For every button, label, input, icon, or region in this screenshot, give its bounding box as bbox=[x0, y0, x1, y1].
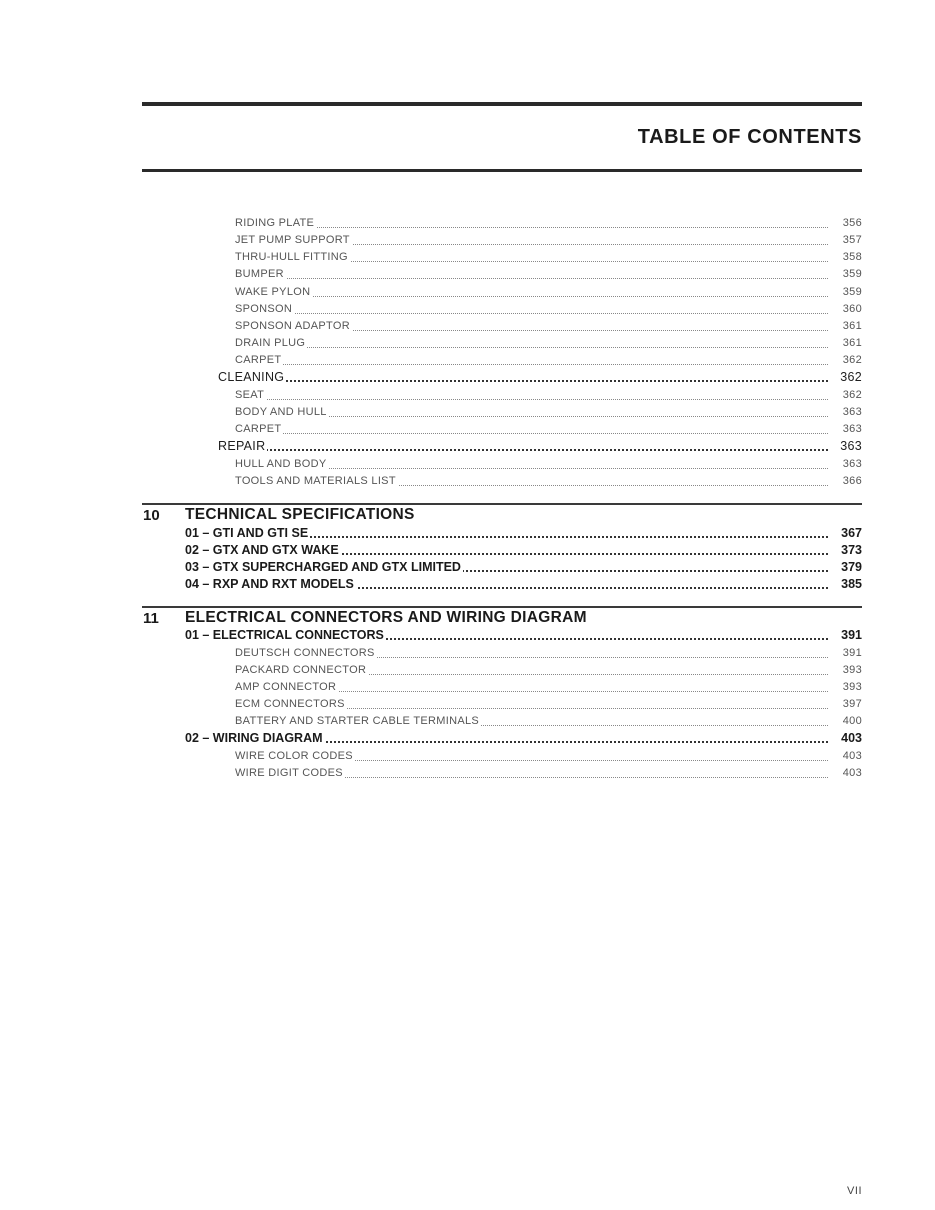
toc-entry-label: BUMPER bbox=[235, 268, 284, 280]
toc-entry-page: 403 bbox=[830, 748, 862, 765]
toc-entry[interactable] bbox=[235, 232, 862, 249]
toc-entry-page: 373 bbox=[830, 542, 862, 559]
toc-entry-label: REPAIR bbox=[218, 439, 266, 453]
toc-entry-page: 391 bbox=[830, 645, 862, 662]
toc-entry[interactable] bbox=[235, 696, 862, 713]
toc-entry-page: 393 bbox=[830, 679, 862, 696]
toc-entry[interactable] bbox=[235, 215, 862, 232]
toc-section-entry[interactable] bbox=[218, 438, 862, 455]
toc-entry[interactable] bbox=[235, 266, 862, 283]
toc-entry-page: 363 bbox=[830, 421, 862, 438]
toc-subsection-entry[interactable] bbox=[185, 576, 862, 593]
toc-entry-page: 367 bbox=[830, 525, 862, 542]
toc-entry[interactable] bbox=[235, 473, 862, 490]
toc-entry-label: WIRE DIGIT CODES bbox=[235, 767, 343, 779]
toc-entry[interactable] bbox=[235, 456, 862, 473]
toc-entry-label: ECM CONNECTORS bbox=[235, 698, 345, 710]
toc-entry-page: 360 bbox=[830, 301, 862, 318]
toc-entry[interactable] bbox=[235, 748, 862, 765]
chapter-divider bbox=[142, 606, 862, 608]
toc-entry-page: 361 bbox=[830, 318, 862, 335]
toc-entry[interactable] bbox=[235, 765, 862, 782]
toc-entry-page: 362 bbox=[830, 369, 862, 386]
toc-entry[interactable] bbox=[235, 335, 862, 352]
toc-entry-page: 359 bbox=[830, 266, 862, 283]
toc-entry-label: AMP CONNECTOR bbox=[235, 681, 337, 693]
toc-entry-page: 356 bbox=[830, 215, 862, 232]
toc-entry-label: 01 – GTI AND GTI SE bbox=[185, 526, 309, 540]
toc-entry-page: 393 bbox=[830, 662, 862, 679]
toc-entry[interactable] bbox=[235, 387, 862, 404]
toc-entry[interactable] bbox=[235, 404, 862, 421]
toc-entry-label: SPONSON bbox=[235, 303, 293, 315]
toc-entry-label: DEUTSCH CONNECTORS bbox=[235, 647, 375, 659]
toc-entry-label: WAKE PYLON bbox=[235, 286, 311, 298]
toc-subsection-entry[interactable] bbox=[185, 730, 862, 747]
toc-entry-label: RIDING PLATE bbox=[235, 217, 315, 229]
chapter-title[interactable]: ELECTRICAL CONNECTORS AND WIRING DIAGRAM bbox=[185, 609, 587, 626]
toc-entry-page: 397 bbox=[830, 696, 862, 713]
toc-entry-label: 04 – RXP AND RXT MODELS bbox=[185, 577, 354, 591]
chapter-number: 11 bbox=[143, 610, 159, 627]
toc-entry-page: 362 bbox=[830, 387, 862, 404]
toc-subsection-entry[interactable] bbox=[185, 627, 862, 644]
toc-entry-page: 391 bbox=[830, 627, 862, 644]
toc-entry-label: CLEANING bbox=[218, 370, 285, 384]
toc-entry-label: 03 – GTX SUPERCHARGED AND GTX LIMITED bbox=[185, 560, 461, 574]
toc-entry[interactable] bbox=[235, 284, 862, 301]
toc-entry[interactable] bbox=[235, 713, 862, 730]
toc-entry-page: 400 bbox=[830, 713, 862, 730]
toc-entry-label: SPONSON ADAPTOR bbox=[235, 320, 350, 332]
toc-entry-label: JET PUMP SUPPORT bbox=[235, 234, 350, 246]
toc-entry-label: TOOLS AND MATERIALS LIST bbox=[235, 475, 396, 487]
toc-entry[interactable] bbox=[235, 421, 862, 438]
toc-entry-page: 362 bbox=[830, 352, 862, 369]
toc-entry-page: 359 bbox=[830, 284, 862, 301]
toc-entry[interactable] bbox=[235, 352, 862, 369]
toc-subsection-entry[interactable] bbox=[185, 542, 862, 559]
toc-subsection-entry[interactable] bbox=[185, 525, 862, 542]
toc-entry[interactable] bbox=[235, 249, 862, 266]
page-title: TABLE OF CONTENTS bbox=[637, 126, 862, 148]
toc-entry-label: DRAIN PLUG bbox=[235, 337, 306, 349]
chapter-title[interactable]: TECHNICAL SPECIFICATIONS bbox=[185, 506, 415, 523]
chapter-number: 10 bbox=[143, 507, 160, 524]
toc-entry-page: 403 bbox=[830, 730, 862, 747]
chapter-divider bbox=[142, 503, 862, 505]
toc-entry-label: WIRE COLOR CODES bbox=[235, 750, 353, 762]
toc-entry-page: 361 bbox=[830, 335, 862, 352]
toc-entry-label: 02 – WIRING DIAGRAM bbox=[185, 731, 323, 745]
toc-entry-page: 379 bbox=[830, 559, 862, 576]
toc-entry[interactable] bbox=[235, 662, 862, 679]
toc-entry-label: PACKARD CONNECTOR bbox=[235, 664, 367, 676]
toc-entry-page: 363 bbox=[830, 404, 862, 421]
toc-subsection-entry[interactable] bbox=[185, 559, 862, 576]
toc-entry-page: 363 bbox=[830, 438, 862, 455]
toc-entry-label: HULL AND BODY bbox=[235, 458, 327, 470]
toc-entry-page: 403 bbox=[830, 765, 862, 782]
toc-entry[interactable] bbox=[235, 645, 862, 662]
toc-entry[interactable] bbox=[235, 301, 862, 318]
toc-entry-label: BODY AND HULL bbox=[235, 406, 327, 418]
toc-entry-page: 366 bbox=[830, 473, 862, 490]
toc-entry-label: 01 – ELECTRICAL CONNECTORS bbox=[185, 628, 384, 642]
toc-entry-label: SEAT bbox=[235, 389, 265, 401]
toc-entry-page: 357 bbox=[830, 232, 862, 249]
toc-entry-page: 363 bbox=[830, 456, 862, 473]
toc-entry-label: 02 – GTX AND GTX WAKE bbox=[185, 543, 339, 557]
header-top-rule bbox=[142, 102, 862, 106]
toc-entry-label: CARPET bbox=[235, 354, 282, 366]
toc-entry-label: THRU-HULL FITTING bbox=[235, 251, 348, 263]
toc-entry-label: CARPET bbox=[235, 423, 282, 435]
header-bottom-rule bbox=[142, 169, 862, 172]
toc-entry[interactable] bbox=[235, 679, 862, 696]
page-number: VII bbox=[847, 1185, 862, 1197]
toc-entry-label: BATTERY AND STARTER CABLE TERMINALS bbox=[235, 715, 480, 727]
toc-entry-page: 385 bbox=[830, 576, 862, 593]
toc-entry[interactable] bbox=[235, 318, 862, 335]
toc-section-entry[interactable] bbox=[218, 369, 862, 386]
toc-entry-page: 358 bbox=[830, 249, 862, 266]
